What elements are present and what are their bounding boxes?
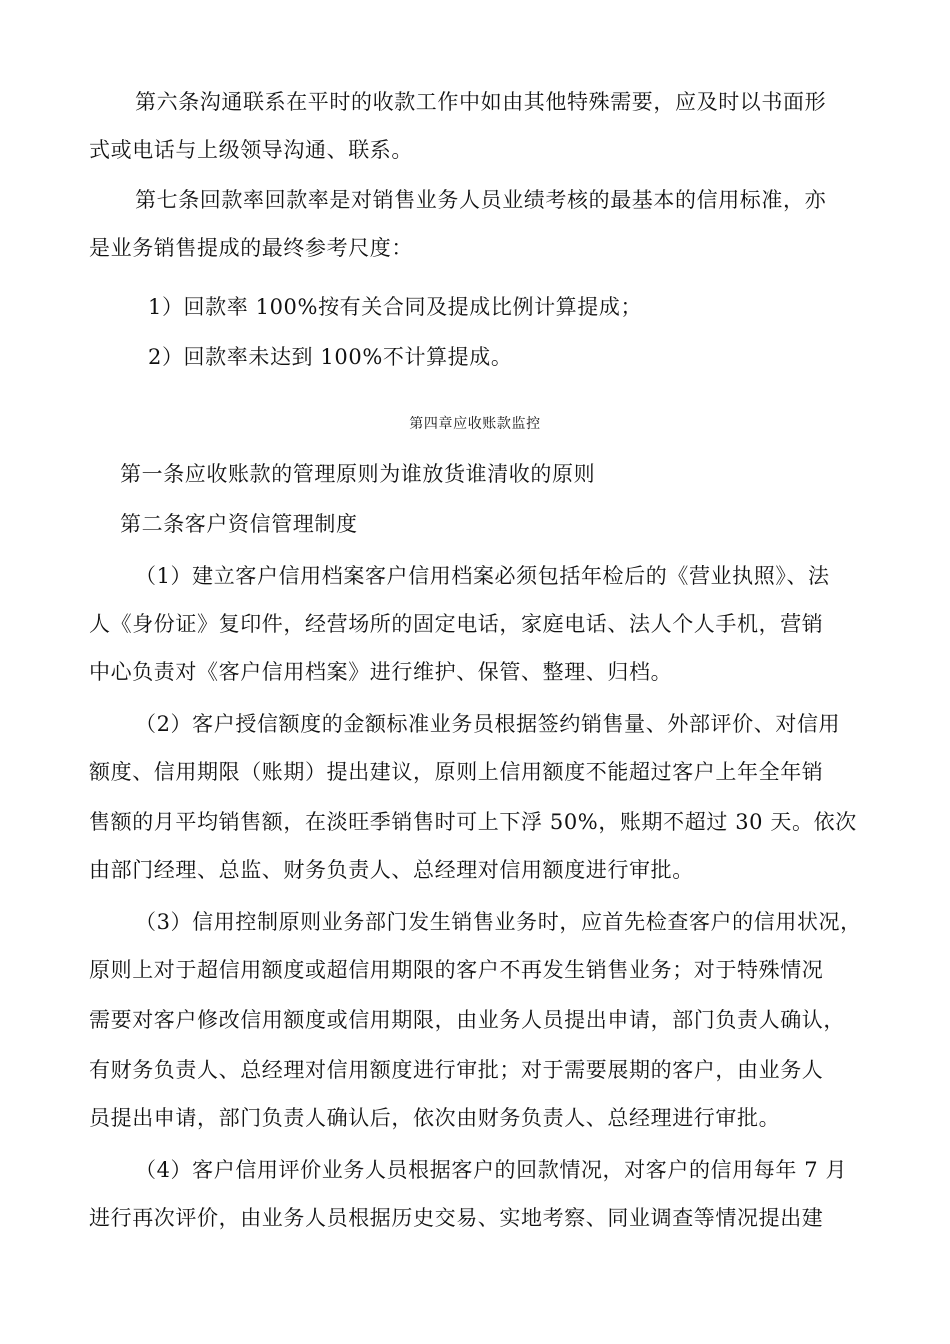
clause-2-line-3: 售额的月平均销售额，在淡旺季销售时可上下浮 50%，账期不超过 30 天。依次 <box>89 810 857 834</box>
list-item-1: 1）回款率 100%按有关合同及提成比例计算提成； <box>148 295 643 319</box>
clause-2-line-2: 额度、信用期限（账期）提出建议，原则上信用额度不能超过客户上年全年销 <box>89 760 824 784</box>
clause-2-line-4: 由部门经理、总监、财务负责人、总经理对信用额度进行审批。 <box>89 858 694 882</box>
chapter-heading: 第四章应收账款监控 <box>409 416 541 432</box>
clause-2-line-1: （2）客户授信额度的金额标准业务员根据签约销售量、外部评价、对信用 <box>135 712 841 736</box>
article-7-line-2: 是业务销售提成的最终参考尺度： <box>89 236 413 260</box>
article-7-line-1: 第七条回款率回款率是对销售业务人员业绩考核的最基本的信用标准，亦 <box>135 188 827 212</box>
clause-1-line-3: 中心负责对《客户信用档案》进行维护、保管、整理、归档。 <box>89 660 673 684</box>
clause-1-line-2: 人《身份证》复印件，经营场所的固定电话，家庭电话、法人个人手机，营销 <box>89 612 824 636</box>
ch4-article-1: 第一条应收账款的管理原则为谁放货谁清收的原则 <box>120 462 596 486</box>
article-6-line-1: 第六条沟通联系在平时的收款工作中如由其他特殊需要，应及时以书面形 <box>135 90 827 114</box>
clause-3-line-2: 原则上对于超信用额度或超信用期限的客户不再发生销售业务；对于特殊情况 <box>89 958 824 982</box>
clause-4-line-2: 进行再次评价，由业务人员根据历史交易、实地考察、同业调查等情况提出建 <box>89 1206 824 1230</box>
clause-4-line-1: （4）客户信用评价业务人员根据客户的回款情况，对客户的信用每年 7 月 <box>135 1158 848 1182</box>
list-item-2: 2）回款率未达到 100%不计算提成。 <box>148 345 513 369</box>
clause-3-line-4: 有财务负责人、总经理对信用额度进行审批；对于需要展期的客户，由业务人 <box>89 1058 824 1082</box>
article-6-line-2: 式或电话与上级领导沟通、联系。 <box>89 138 413 162</box>
clause-3-line-3: 需要对客户修改信用额度或信用期限，由业务人员提出申请，部门负责人确认， <box>89 1008 845 1032</box>
clause-3-line-1: （3）信用控制原则业务部门发生销售业务时，应首先检查客户的信用状况， <box>135 910 862 934</box>
clause-3-line-5: 员提出申请，部门负责人确认后，依次由财务负责人、总经理进行审批。 <box>89 1106 781 1130</box>
clause-1-line-1: （1）建立客户信用档案客户信用档案必须包括年检后的《营业执照》、法 <box>135 564 830 588</box>
ch4-article-2: 第二条客户资信管理制度 <box>120 512 358 536</box>
